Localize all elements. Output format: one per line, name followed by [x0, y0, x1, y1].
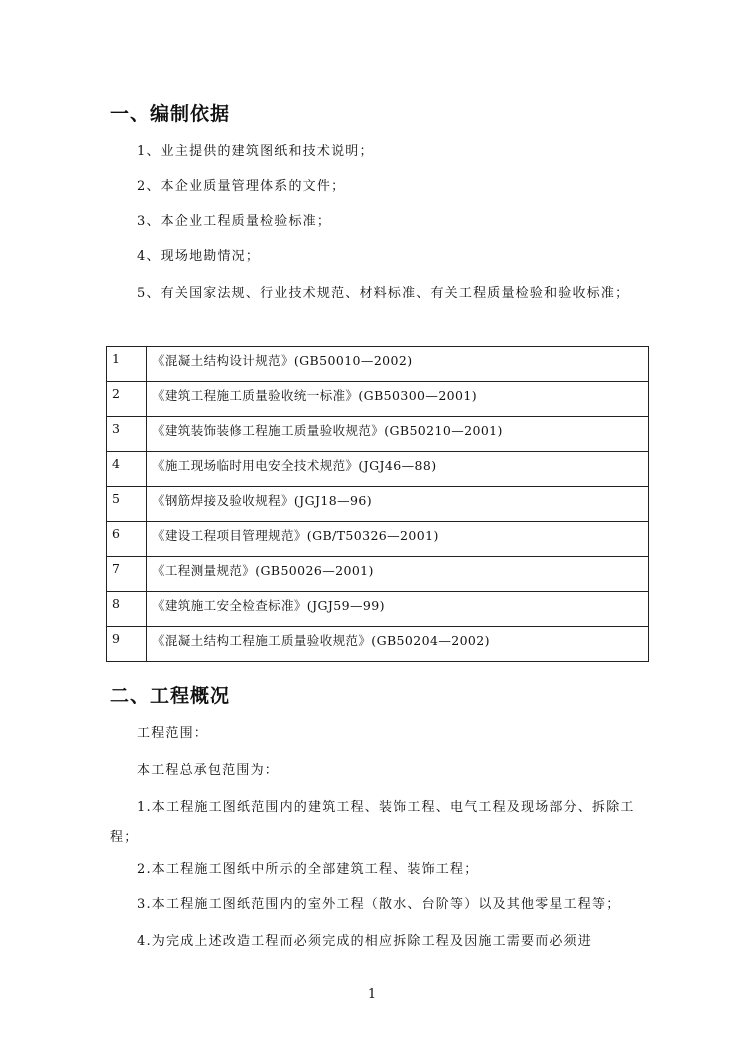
- scope-item-4: 4.为完成上述改造工程而必须完成的相应拆除工程及因施工需要而必须进: [137, 934, 593, 949]
- section-2-heading: 二、工程概况: [110, 685, 231, 707]
- table-row: [107, 557, 649, 592]
- basis-item-2: 2、本企业质量管理体系的文件；: [137, 179, 346, 194]
- table-row: [107, 417, 649, 452]
- scope-item-2: 2.本工程施工图纸中所示的全部建筑工程、装饰工程；: [137, 862, 479, 877]
- table-row: [107, 487, 649, 522]
- row-number: 7: [107, 557, 147, 592]
- row-number: 3: [107, 417, 147, 452]
- row-number: 6: [107, 522, 147, 557]
- row-number: 9: [107, 627, 147, 662]
- row-number: 4: [107, 452, 147, 487]
- standard-name: 《建筑工程施工质量验收统一标准》(GB50300—2001): [147, 382, 649, 417]
- page-number: 1: [367, 987, 377, 1002]
- row-number: 2: [107, 382, 147, 417]
- standard-name: 《混凝土结构设计规范》(GB50010—2002): [147, 347, 649, 382]
- basis-item-4: 4、现场地勘情况；: [137, 249, 261, 264]
- scope-intro: 本工程总承包范围为：: [137, 763, 280, 778]
- basis-item-3: 3、本企业工程质量检验标准；: [137, 214, 332, 229]
- section-1-heading: 一、编制依据: [110, 103, 231, 125]
- table-row: [107, 347, 649, 382]
- basis-item-1: 1、业主提供的建筑图纸和技术说明；: [137, 144, 374, 159]
- standard-name: 《施工现场临时用电安全技术规范》(JGJ46—88): [147, 452, 649, 487]
- table-row: [107, 592, 649, 627]
- table-row: [107, 382, 649, 417]
- scope-item-1: 1.本工程施工图纸范围内的建筑工程、装饰工程、电气工程及现场部分、拆除工程；: [110, 800, 635, 845]
- scope-label: 工程范围：: [137, 726, 209, 741]
- standard-name: 《混凝土结构工程施工质量验收规范》(GB50204—2002): [147, 627, 649, 662]
- standard-name: 《钢筋焊接及验收规程》(JGJ18—96): [147, 487, 649, 522]
- standard-name: 《建筑施工安全检查标准》(JGJ59—99): [147, 592, 649, 627]
- row-number: 5: [107, 487, 147, 522]
- basis-item-5: 5、有关国家法规、行业技术规范、材料标准、有关工程质量检验和验收标准；: [137, 286, 630, 301]
- scope-item-3: 3.本工程施工图纸范围内的室外工程（散水、台阶等）以及其他零星工程等；: [137, 897, 621, 912]
- standard-name: 《建筑装饰装修工程施工质量验收规范》(GB50210—2001): [147, 417, 649, 452]
- table-row: [107, 452, 649, 487]
- row-number: 1: [107, 347, 147, 382]
- table-row: [107, 627, 649, 662]
- standards-table: [106, 346, 649, 662]
- standard-name: 《工程测量规范》(GB50026—2001): [147, 557, 649, 592]
- row-number: 8: [107, 592, 147, 627]
- table-row: [107, 522, 649, 557]
- standard-name: 《建设工程项目管理规范》(GB/T50326—2001): [147, 522, 649, 557]
